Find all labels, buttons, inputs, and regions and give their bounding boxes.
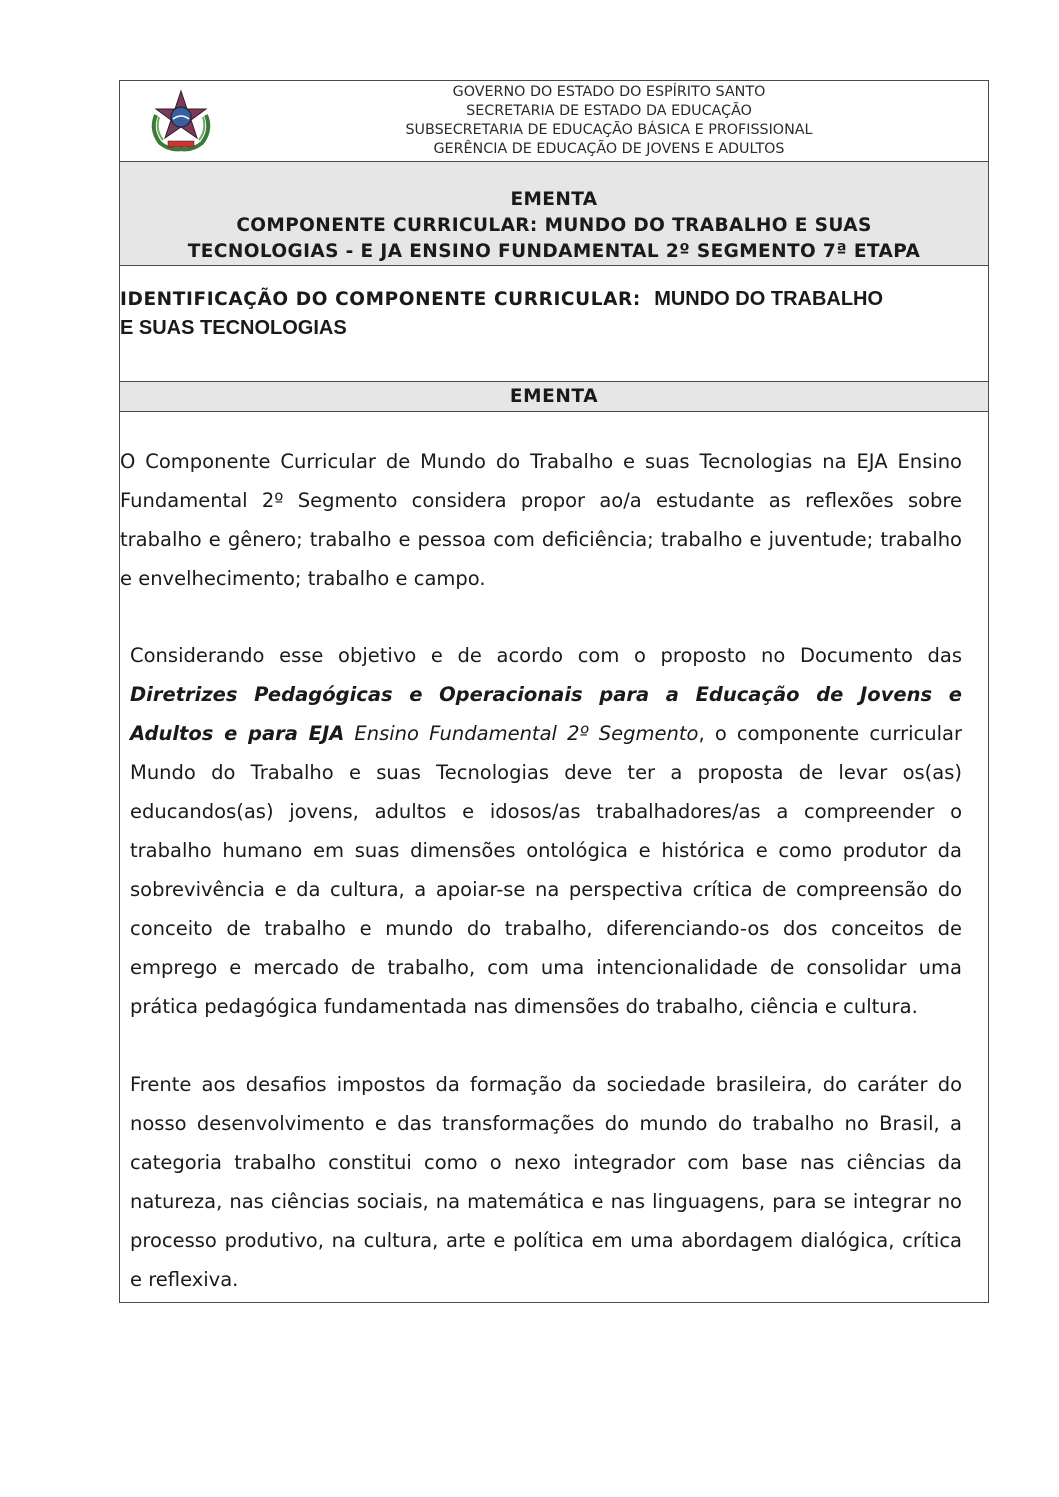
header-government: GOVERNO DO ESTADO DO ESPÍRITO SANTO [452,84,766,100]
paragraph-objective [130,636,962,1026]
p2-guidelines-title: Diretrizes Pedagógicas e Operacionais para a Educação de Jovens e Adultos e para EJA [130,683,962,745]
institution-header [120,81,988,162]
paragraph-challenges: Frente aos desafios impostos da formação da sociedade brasileira, do caráter do nosso desenvolvimento e das transformações do mundo do trabalho no Brasil, a categoria trabalho constitui como o nexo integrador com base nas ciências da natureza, nas ciências sociais, na matemática e nas linguagens, para se integrar no processo produtivo, na cultura, arte e política em uma abordagem dialógica, crítica e reflexiva. [130,1073,962,1291]
header-secretariat: SECRETARIA DE ESTADO DA EDUCAÇÃO [466,103,752,119]
title-component: COMPONENTE CURRICULAR: MUNDO DO TRABALHO E SUAS [236,215,872,236]
identification-component: MUNDO DO TRABALHO [654,288,884,310]
identification-section [120,266,988,382]
title-segment: TECNOLOGIAS - E JA ENSINO FUNDAMENTAL 2º SEGMENTO 7ª ETAPA [187,241,921,262]
p2-rest: , o componente curricular Mundo do Trabalho e suas Tecnologias deve ter a proposta de levar os(as) educandos(as) jovens, adultos e idosos/as trabalhadores/as a compreender o trabalho humano em suas dimensões ontológica e histórica e como produtor da sobrevivência e da cultura, a apoiar-se na perspectiva crítica de compreensão do conceito de trabalho e mundo do trabalho, diferenciando-os dos conceitos de emprego e mercado de trabalho, com uma intencionalidade de consolidar uma prática pedagógica fundamentada nas dimensões do trabalho, ciência e cultura. [130,722,962,1018]
header-management: GERÊNCIA DE EDUCAÇÃO DE JOVENS E ADULTOS [433,141,785,157]
header-lines [230,83,988,159]
header-subsecretariat: SUBSECRETARIA DE EDUCAÇÃO BÁSICA E PROFISSIONAL [405,122,813,138]
document-title [120,162,988,266]
title-ementa: EMENTA [510,189,598,210]
ementa-heading: EMENTA [120,382,988,412]
identification-lead: IDENTIFICAÇÃO DO COMPONENTE CURRICULAR: [120,289,641,310]
ementa-body [120,412,988,1302]
identification-component-cont: E SUAS TECNOLOGIAS [120,317,347,339]
p2-segment-italic: Ensino Fundamental 2º Segmento [344,722,699,745]
coat-of-arms-icon [146,85,216,155]
ementa-document [119,80,989,1303]
paragraph-intro: O Componente Curricular de Mundo do Trabalho e suas Tecnologias na EJA Ensino Fundamental 2º Segmento considera propor ao/a estudante as reflexões sobre trabalho e gênero; trabalho e pessoa com deficiência; trabalho e juventude; trabalho e envelhecimento; trabalho e campo. [120,450,962,590]
p2-intro: Considerando esse objetivo e de acordo com o proposto no Documento das [130,644,962,667]
